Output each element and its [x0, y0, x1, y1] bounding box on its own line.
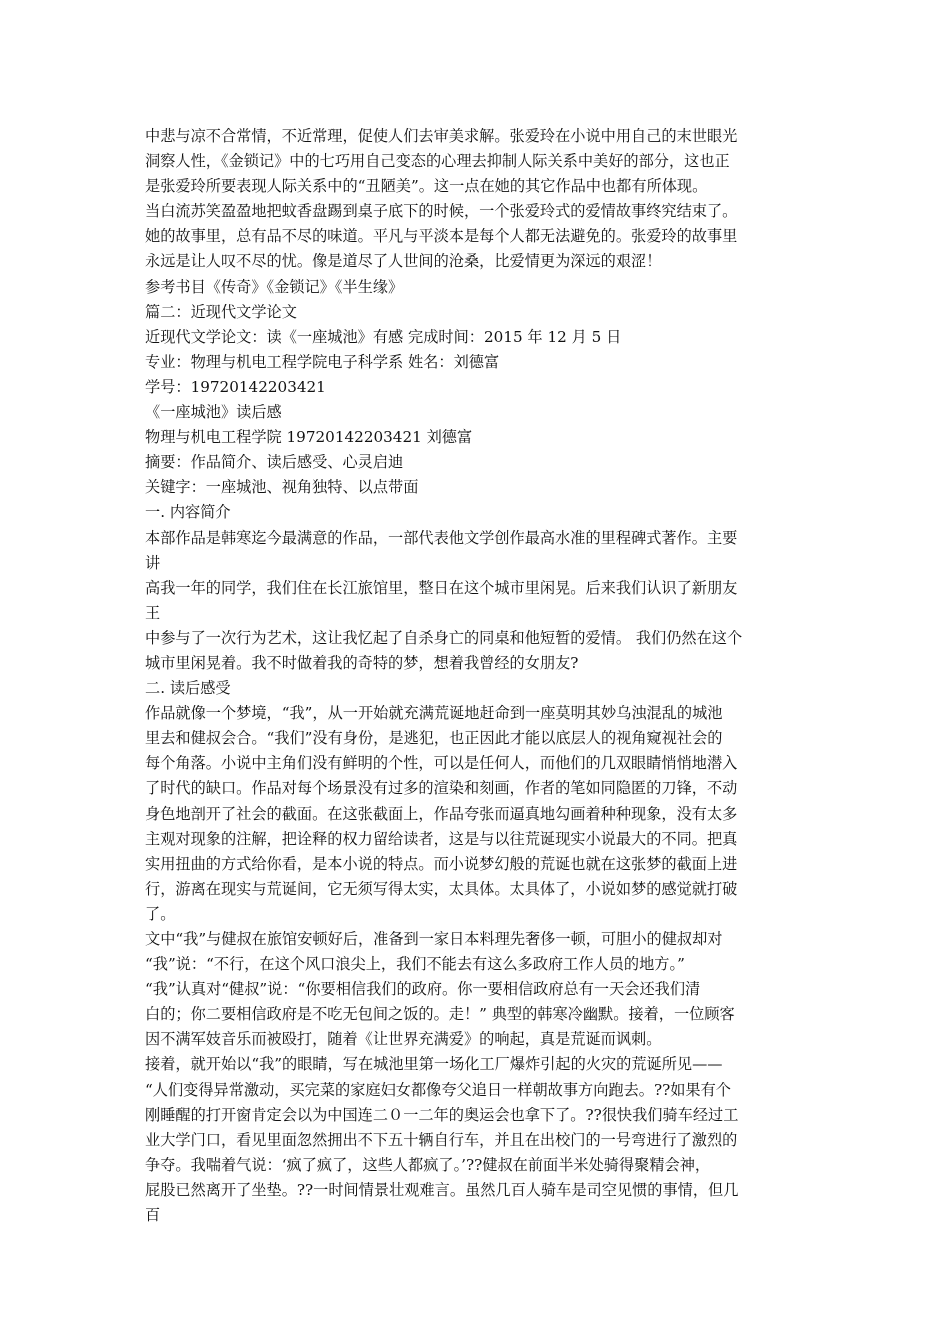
text-line: 作品就像一个梦境，“我”，从一开始就充满荒诞地赶命到一座莫明其妙乌浊混乱的城池 — [145, 704, 723, 723]
essay-title-line: 近现代文学论文：读《一座城池》有感 完成时间：2015 年 12 月 5 日 — [145, 327, 622, 346]
text-line: 里去和健叔会合。“我们”没有身份，是逃犯，也正因此才能以底层人的视角窥视社会的 — [145, 729, 723, 748]
text-line: “我”认真对“健叔”说：“你要相信我们的政府。你一要相信政府总有一天会还我们清 — [145, 980, 701, 999]
text-line: 了。 — [145, 904, 176, 923]
subsection-heading: 一. 内容简介 — [145, 503, 231, 522]
text-line: 中悲与凉不合常情，不近常理，促使人们去审美求解。张爱玲在小说中用自己的末世眼光 — [145, 127, 738, 145]
student-id-line: 学号：19720142203421 — [145, 377, 326, 396]
text-line: 刚睡醒的打开窗肯定会以为中国连二０一二年的奥运会也拿下了。??很快我们骑车经过工 — [145, 1105, 739, 1124]
text-line: 王 — [145, 603, 161, 622]
text-line: 讲 — [145, 553, 161, 572]
section-heading: 篇二：近现代文学论文 — [145, 302, 297, 321]
text-line: 文中“我”与健叔在旅馆安顿好后，准备到一家日本料理先奢侈一顿，可胆小的健叔却对 — [145, 930, 723, 948]
text-line: 了时代的缺口。作品对每个场景没有过多的渲染和刻画，作者的笔如同隐匿的刀锋，不动 — [145, 779, 738, 798]
keywords-line: 关键字：一座城池、视角独特、以点带面 — [145, 478, 419, 497]
text-line: 百 — [145, 1206, 161, 1225]
text-line: 城市里闲晃着。我不时做着我的奇特的梦，想着我曾经的女朋友? — [145, 653, 579, 672]
text-line: 每个角落。小说中主角们没有鲜明的个性，可以是任何人，而他们的几双眼睛悄悄地潜入 — [145, 754, 738, 773]
text-line: 身色地剖开了社会的截面。在这张截面上，作品夸张而逼真地勾画着种种现象，没有太多 — [145, 804, 738, 823]
author-line: 物理与机电工程学院 19720142203421 刘德富 — [145, 428, 473, 447]
text-line: 争夺。我喘着气说：‘疯了疯了，这些人都疯了。’??健叔在前面半米处骑得聚精会神， — [145, 1155, 711, 1174]
references-line: 参考书目《传奇》《金锁记》《半生缘》 — [145, 277, 404, 296]
text-line: 屁股已然离开了坐垫。??一时间情景壮观难言。虽然几百人骑车是司空见惯的事情，但几 — [145, 1180, 739, 1199]
major-name-line: 专业：物理与机电工程学院电子科学系 姓名：刘德富 — [145, 352, 500, 371]
essay-title: 《一座城池》读后感 — [145, 403, 282, 422]
text-line: 白的；你二要相信政府是不吃无包间之饭的。走！” 典型的韩寒冷幽默。接着，一位顾客 — [145, 1005, 735, 1024]
text-line: 永远是让人叹不尽的忧。像是道尽了人世间的沧桑，比爱情更为深远的艰涩！ — [145, 252, 662, 271]
text-line: 因不满军妓音乐而被殴打，随着《让世界充满爱》的响起，真是荒诞而讽刺。 — [145, 1030, 662, 1049]
text-line: 行，游离在现实与荒诞间，它无须写得太实，太具体。太具体了，小说如梦的感觉就打破 — [145, 879, 738, 898]
document-body — [145, 124, 815, 1228]
text-line: 是张爱玲所要表现人际关系中的“丑陋美”。这一点在她的其它作品中也都有所体现。 — [145, 177, 708, 196]
text-line: 洞察人性，《金锁记》中的七巧用自己变态的心理去抑制人际关系中美好的部分，这也正 — [145, 152, 730, 171]
text-line: 业大学门口，看见里面忽然拥出不下五十辆自行车，并且在出校门的一号弯进行了激烈的 — [145, 1130, 738, 1149]
text-line: 主观对现象的注解，把诠释的权力留给读者，这是与以往荒诞现实小说最大的不同。把真 — [145, 829, 738, 848]
abstract-line: 摘要：作品简介、读后感受、心灵启迪 — [145, 453, 404, 472]
text-line: 接着，就开始以“我”的眼睛，写在城池里第一场化工厂爆炸引起的火灾的荒诞所见—— — [145, 1055, 723, 1074]
text-line: “我”说：“不行，在这个风口浪尖上，我们不能去有这么多政府工作人员的地方。” — [145, 955, 685, 974]
text-line: 她的故事里，总有品不尽的味道。平凡与平淡本是每个人都无法避免的。张爱玲的故事里 — [145, 227, 738, 246]
subsection-heading: 二. 读后感受 — [145, 679, 231, 698]
text-line: 高我一年的同学，我们住在长江旅馆里，整日在这个城市里闲晃。后来我们认识了新朋友 — [145, 578, 738, 597]
text-line: 当白流苏笑盈盈地把蚊香盘踢到桌子底下的时候，一个张爱玲式的爱情故事终究结束了。 — [145, 202, 738, 221]
text-line: 本部作品是韩寒迄今最满意的作品，一部代表他文学创作最高水准的里程碑式著作。主要 — [145, 528, 738, 547]
text-line: 实用扭曲的方式给你看，是本小说的特点。而小说梦幻般的荒诞也就在这张梦的截面上进 — [145, 854, 738, 873]
text-line: “人们变得异常激动，买完菜的家庭妇女都像夸父追日一样朝故事方向跑去。??如果有个 — [145, 1080, 731, 1099]
text-line: 中参与了一次行为艺术，这让我忆起了自杀身亡的同桌和他短暂的爱情。 我们仍然在这个 — [145, 628, 743, 647]
